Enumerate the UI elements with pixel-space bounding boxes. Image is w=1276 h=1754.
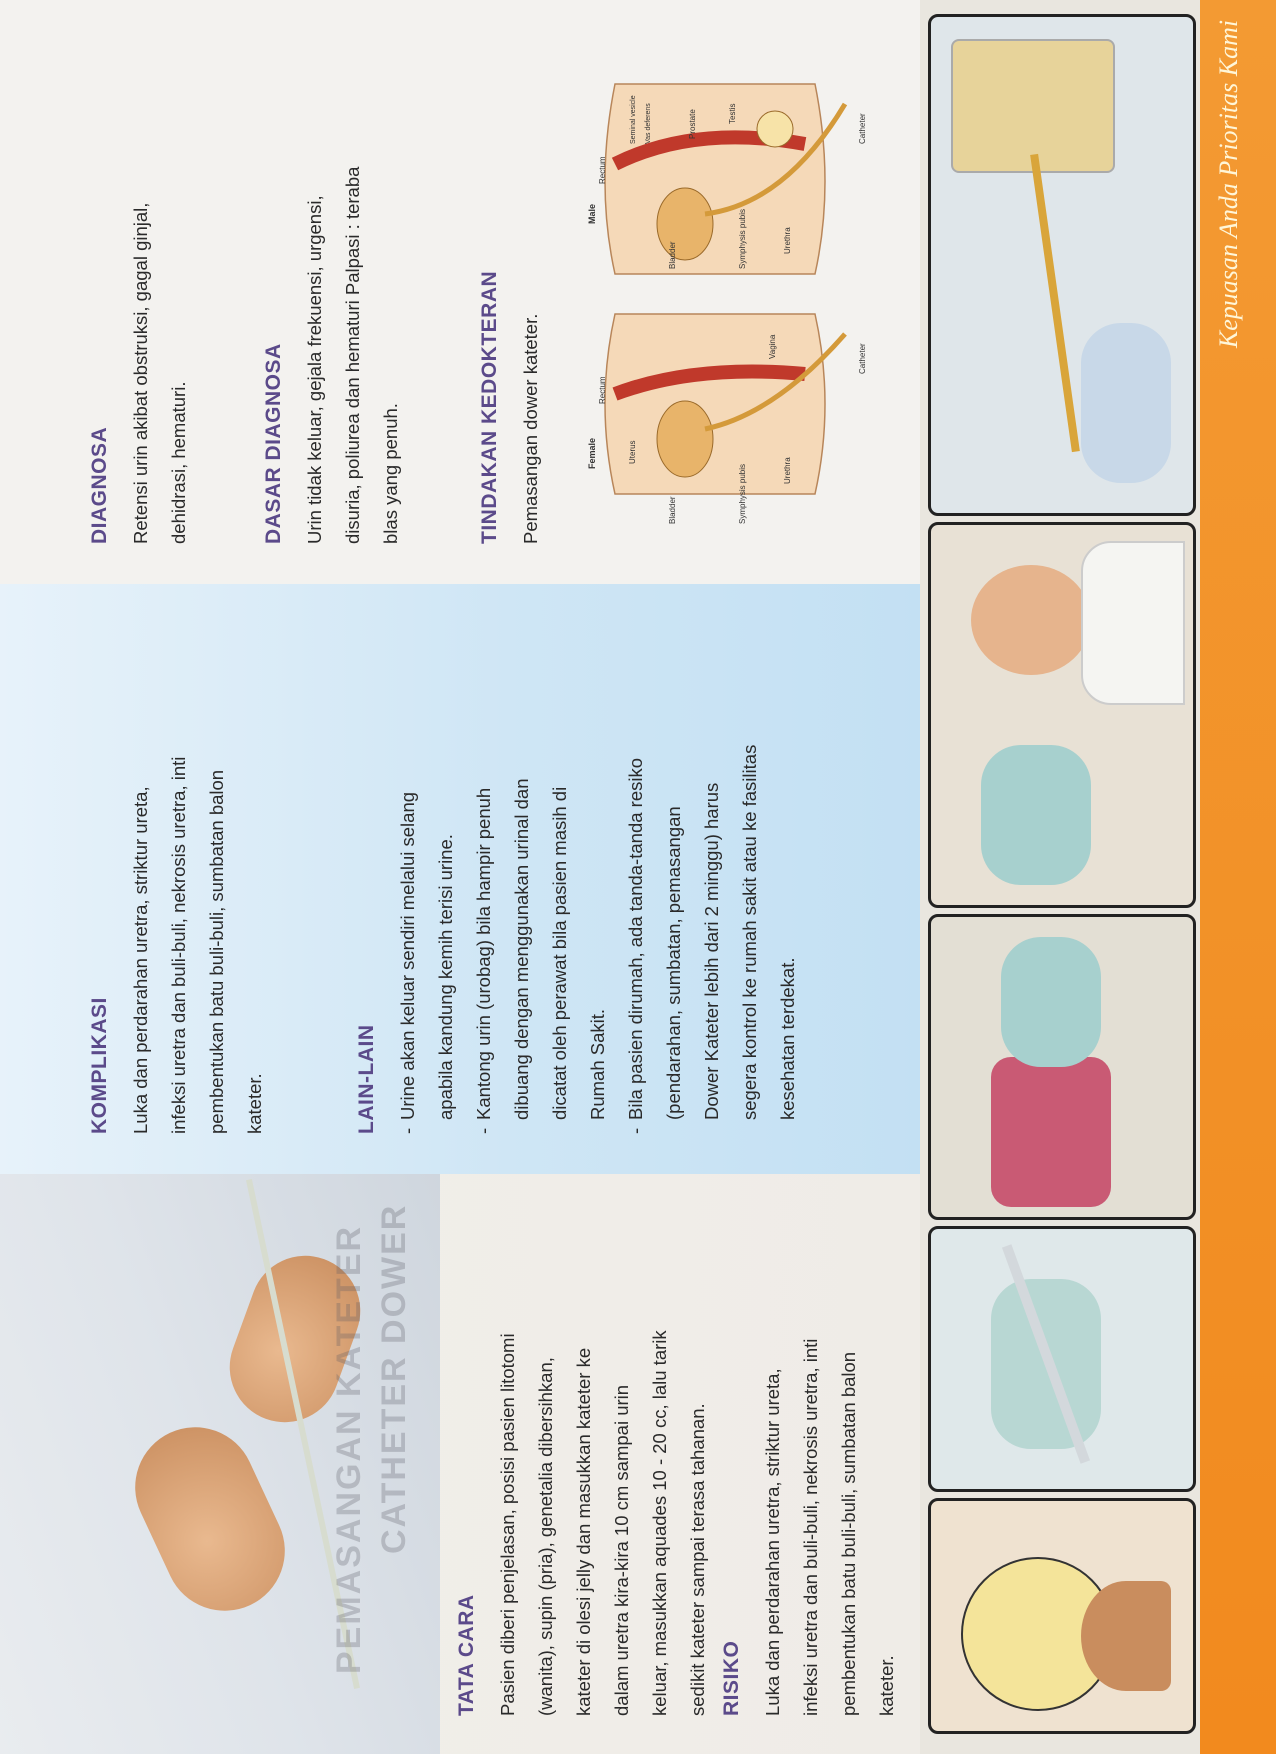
doctor-head <box>971 565 1091 675</box>
illustration-strip <box>920 0 1200 1754</box>
tindakan-line: Pemasangan dower kateter. <box>520 313 541 544</box>
comic-frame-syringe <box>928 1226 1196 1492</box>
komplikasi-line: Luka dan perdarahan uretra, striktur ureta, <box>130 786 151 1134</box>
catheter-photo <box>0 1174 440 1754</box>
list-item-line: - Urine akan keluar sendiri melalui selang <box>389 624 427 1134</box>
label-urethra: Urethra <box>783 227 792 254</box>
label-symphysis: Symphysis pubis <box>738 463 747 524</box>
comic-frame-insertion <box>928 914 1196 1220</box>
list-item-line: kesehatan terdekat. <box>777 957 798 1120</box>
label-symphysis: Symphysis pubis <box>738 208 747 269</box>
list-item-line: Dower Kateter lebih dari 2 minggu) harus <box>701 782 722 1120</box>
list-item-line: segera kontrol ke rumah sakit atau ke fasilitas <box>739 744 760 1120</box>
diagnosa-line: Retensi urin akibat obstruksi, gagal ginjal, <box>130 202 151 544</box>
tagline: Kepuasan Anda Prioritas Kami <box>1214 19 1243 349</box>
list-item-line: - Kantong urin (urobag) bila hampir penuh <box>465 624 503 1134</box>
tata-cara-line: kateter di olesi jelly dan masukkan kateter ke <box>573 1347 594 1716</box>
risiko-line: Luka dan perdarahan uretra, striktur ureta, <box>762 1368 783 1716</box>
ghost-subtitle: CATHETER DOWER <box>375 1203 413 1554</box>
risiko-heading: RISIKO <box>720 1640 743 1716</box>
list-item-line: Rumah Sakit. <box>587 1008 608 1120</box>
label-catheter: Catheter <box>858 343 867 374</box>
diagnosa-heading: DIAGNOSA <box>88 426 111 544</box>
lain-lain-section <box>355 624 807 1134</box>
dasar-diagnosa-line: blas yang penuh. <box>380 403 401 544</box>
male-title: Male <box>587 203 597 224</box>
drape <box>991 1057 1111 1207</box>
dasar-diagnosa-section <box>262 34 410 544</box>
komplikasi-line: kateter. <box>244 1073 265 1134</box>
left-panel <box>0 1174 920 1754</box>
komplikasi-line: infeksi uretra dan buli-buli, nekrosis uretra, inti <box>168 756 189 1134</box>
tata-cara-section <box>455 1211 717 1716</box>
risiko-line: kateter. <box>876 1655 897 1716</box>
list-item <box>617 624 807 1134</box>
comic-frame-urobag <box>928 14 1196 516</box>
female-body-outline <box>605 314 825 494</box>
middle-panel <box>0 584 920 1174</box>
tata-cara-line: Pasien diberi penjelasan, posisi pasien litotomi <box>497 1333 518 1716</box>
list-item-line: - Bila pasien dirumah, ada tanda-tanda resiko <box>617 624 655 1134</box>
comic-frame-doctor <box>928 522 1196 908</box>
dasar-diagnosa-heading: DASAR DIAGNOSA <box>262 343 285 544</box>
tata-cara-line: keluar, masukkan aquades 10 - 20 cc, lalu tarik <box>649 1330 670 1716</box>
diagnosa-section <box>88 34 198 544</box>
lain-lain-heading: LAIN-LAIN <box>355 1024 378 1134</box>
comic-frame-patient <box>928 1498 1196 1734</box>
risiko-line: infeksi uretra dan buli-buli, nekrosis uretra, inti <box>800 1338 821 1716</box>
footer-bar <box>1200 0 1276 1754</box>
label-seminal-vesicle: Seminal vesicle <box>630 95 637 144</box>
tindakan-section <box>478 34 550 544</box>
risiko-section <box>720 1211 906 1716</box>
hand-image <box>115 1408 304 1631</box>
label-rectum: Rectum <box>598 156 607 184</box>
bladder-shape <box>657 188 713 260</box>
right-panel <box>0 0 920 584</box>
komplikasi-section <box>88 624 274 1134</box>
list-item-line: dicatat oleh perawat bila pasien masih di <box>549 786 570 1120</box>
list-item <box>389 624 465 1134</box>
bladder-shape <box>657 401 713 477</box>
catheter-tube <box>1030 154 1080 452</box>
male-diagram <box>587 84 867 274</box>
tindakan-heading: TINDAKAN KEDOKTERAN <box>478 270 501 544</box>
risiko-line: pembentukan batu buli-buli, sumbatan balon <box>838 1351 859 1716</box>
label-bladder: Bladder <box>668 496 677 524</box>
dasar-diagnosa-line: disuria, poliurea dan hematuri Palpasi : teraba <box>342 166 363 544</box>
tata-cara-line: sedikit kateter sampai terasa tahanan. <box>687 1403 708 1716</box>
label-vagina: Vagina <box>768 334 777 359</box>
doctor-coat <box>1081 541 1185 705</box>
female-diagram <box>587 314 867 524</box>
gloved-hand <box>1001 937 1101 1067</box>
bed-sheet <box>1081 323 1171 483</box>
label-bladder: Bladder <box>668 241 677 269</box>
list-item <box>465 624 617 1134</box>
label-catheter: Catheter <box>858 113 867 144</box>
label-uterus: Uterus <box>628 440 637 464</box>
patient-figure <box>1081 1581 1171 1691</box>
gloved-hand <box>981 745 1091 885</box>
tata-cara-heading: TATA CARA <box>455 1594 478 1716</box>
tata-cara-line: dalam uretra kira-kira 10 cm sampai urin <box>611 1384 632 1716</box>
label-prostate: Prostate <box>688 109 697 139</box>
komplikasi-heading: KOMPLIKASI <box>88 997 111 1134</box>
ghost-title: PEMASANGAN KATETER <box>330 1224 368 1674</box>
urine-bag <box>951 39 1115 173</box>
female-title: Female <box>587 437 597 469</box>
dasar-diagnosa-line: Urin tidak keluar, gejala frekuensi, urgensi, <box>304 195 325 544</box>
komplikasi-line: pembentukan batu buli-buli, sumbatan balon <box>206 769 227 1134</box>
list-item-line: apabila kandung kemih terisi urine. <box>435 834 456 1120</box>
catheter-anatomy-diagram <box>575 54 875 524</box>
male-body-outline <box>605 84 825 274</box>
diagnosa-line: dehidrasi, hematuri. <box>168 381 189 544</box>
tata-cara-line: (wanita), supin (pria), genetalia dibersihkan, <box>535 1357 556 1716</box>
label-rectum: Rectum <box>598 376 607 404</box>
list-item-line: (pendarahan, sumbatan, pemasangan <box>663 806 684 1120</box>
label-testis: Testis <box>728 103 737 124</box>
label-urethra: Urethra <box>783 457 792 484</box>
list-item-line: dibuang dengan menggunakan urinal dan <box>511 778 532 1120</box>
label-vas-deferens: Vas deferens <box>645 103 652 144</box>
testis-shape <box>757 111 793 147</box>
